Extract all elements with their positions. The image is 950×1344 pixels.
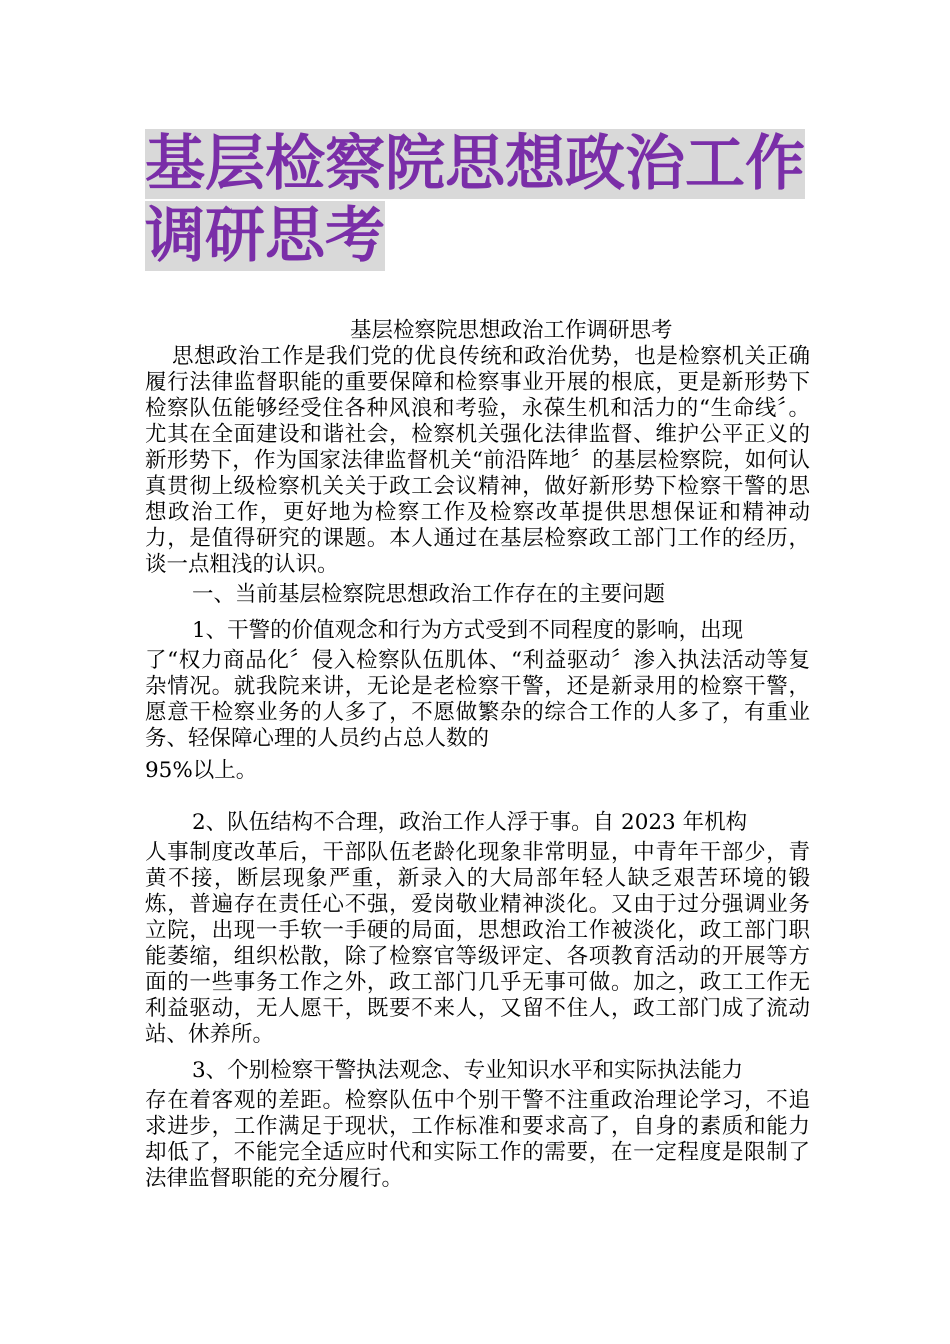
main-title (145, 128, 815, 272)
subtitle: 基层检察院思想政治工作调研思考 (350, 318, 673, 343)
section-heading-1: 一、当前基层检察院思想政治工作存在的主要问题 (192, 582, 666, 607)
item-3-lead: 3、个别检察干警执法观念、专业知识水平和实际执法能力 (192, 1058, 744, 1083)
item-1-body: 了“权力商品化〞侵入检察队伍肌体、“利益驱动〞渗入执法活动等复杂情况。就我院来讲，无论是老检察干警，还是新录用的检察干警，愿意干检察业务的人多了，不愿做繁杂的综合工作的人多了，有重业务、轻保障心理的人员约占总人数的 (145, 648, 810, 751)
item-1-lead: 1、干警的价值观念和行为方式受到不同程度的影响，出现 (192, 618, 744, 643)
document-body (145, 318, 810, 1192)
item-2-body: 人事制度改革后，干部队伍老龄化现象非常明显，中青年干部少，青黄不接，断层现象严重，新录入的大局部年轻人缺乏艰苦环境的锻炼，普遍存在责任心不强，爱岗敬业精神淡化。又由于过分强调业务立院，出现一手软一手硬的局面，思想政治工作被淡化，政工部门职能萎缩，组织松散，除了检察官等级评定、各项教育活动的开展等方面的一些事务工作之外，政工部门几乎无事可做。加之，政工工作无利益驱动，无人愿干，既要不来人，又留不住人，政工部门成了流动站、休养所。 (145, 840, 810, 1047)
item-1-tail: 95%以上。 (145, 758, 258, 783)
intro-paragraph: 思想政治工作是我们党的优良传统和政治优势，也是检察机关正确履行法律监督职能的重要保障和检察事业开展的根底，更是新形势下检察队伍能够经受住各种风浪和考验，永葆生机和活力的“生命线〞。尤其在全面建设和谐社会，检察机关强化法律监督、维护公平正义的新形势下，作为国家法律监督机关“前沿阵地〞的基层检察院，如何认真贯彻上级检察机关关于政工会议精神，做好新形势下检察干警的思想政治工作，更好地为检察工作及检察改革提供思想保证和精神动力，是值得研究的课题。本人通过在基层检察政工部门工作的经历，谈一点粗浅的认识。 (145, 344, 810, 577)
main-title-text: 基层检察院思想政治工作调研思考 (145, 129, 805, 271)
item-3-body: 存在着客观的差距。检察队伍中个别干警不注重政治理论学习，不追求进步，工作满足于现状，工作标准和要求高了，自身的素质和能力却低了，不能完全适应时代和实际工作的需要，在一定程度是限制了法律监督职能的充分履行。 (145, 1088, 810, 1191)
item-2-lead: 2、队伍结构不合理，政治工作人浮于事。自 2023 年机构 (192, 810, 748, 835)
